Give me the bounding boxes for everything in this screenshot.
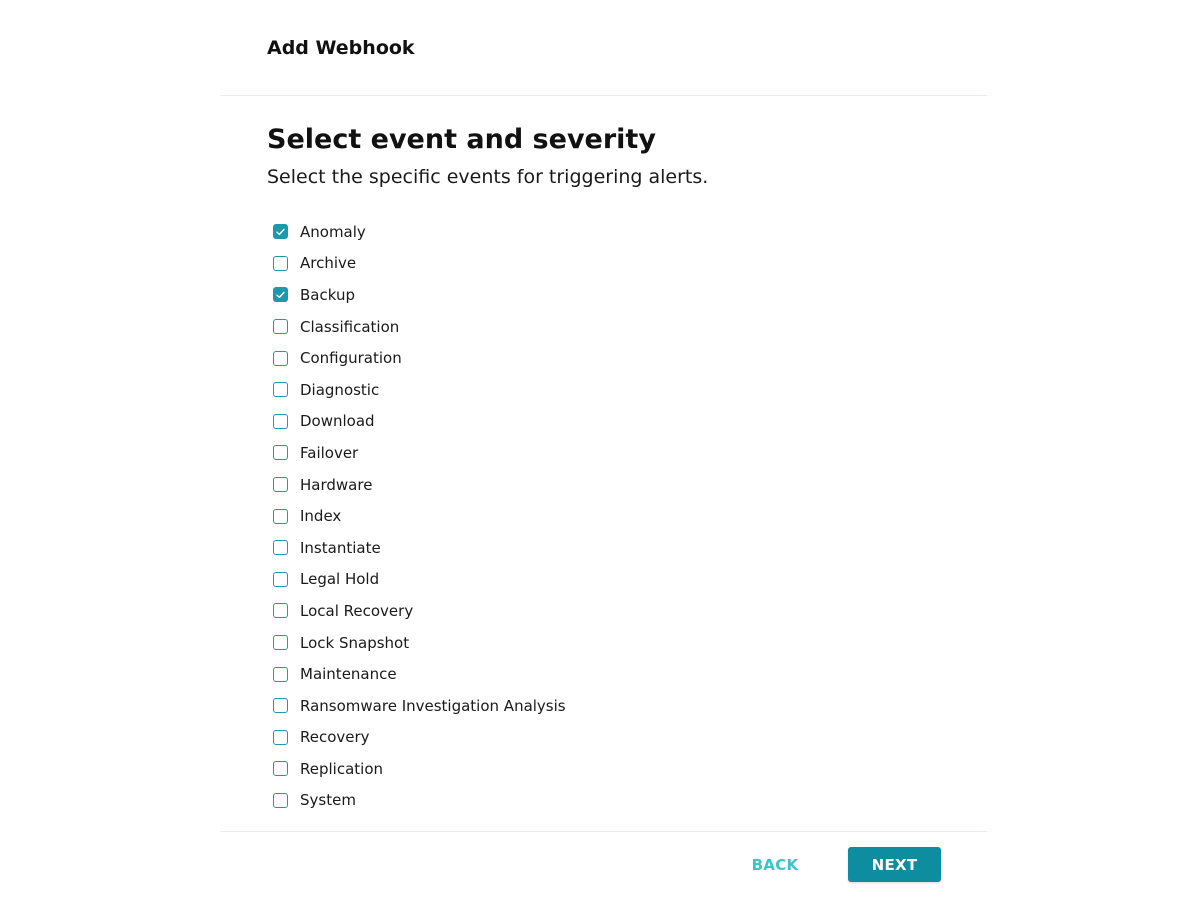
event-option[interactable] (267, 564, 767, 596)
event-option[interactable] (267, 374, 767, 406)
event-label: Anomaly (300, 222, 366, 241)
event-label: Hardware (300, 475, 373, 494)
event-label: Configuration (300, 349, 402, 368)
event-checkbox-list (267, 216, 767, 816)
event-label: Instantiate (300, 538, 381, 557)
event-option[interactable] (267, 785, 767, 817)
event-label: Maintenance (300, 665, 397, 684)
event-checkbox[interactable] (273, 698, 288, 713)
dialog-title: Add Webhook (267, 37, 415, 59)
event-label: Lock Snapshot (300, 633, 410, 652)
next-button[interactable]: NEXT (848, 847, 941, 882)
event-option[interactable] (267, 311, 767, 343)
event-option[interactable] (267, 279, 767, 311)
event-checkbox[interactable] (273, 256, 288, 271)
event-label: Classification (300, 317, 400, 336)
event-label: Diagnostic (300, 380, 380, 399)
event-option[interactable] (267, 437, 767, 469)
event-option[interactable] (267, 248, 767, 280)
event-option[interactable] (267, 406, 767, 438)
event-option[interactable] (267, 722, 767, 754)
event-checkbox[interactable] (273, 224, 288, 239)
event-label: Recovery (300, 728, 370, 747)
event-label: Archive (300, 254, 357, 273)
event-checkbox[interactable] (273, 761, 288, 776)
event-option[interactable] (267, 658, 767, 690)
event-checkbox[interactable] (273, 414, 288, 429)
checkmark-icon (276, 291, 285, 299)
event-label: Index (300, 507, 342, 526)
dialog-footer (220, 831, 987, 901)
event-option[interactable] (267, 627, 767, 659)
add-webhook-dialog (220, 0, 987, 900)
event-label: Local Recovery (300, 601, 414, 620)
event-checkbox[interactable] (273, 477, 288, 492)
event-label: Backup (300, 285, 355, 304)
event-checkbox[interactable] (273, 540, 288, 555)
event-checkbox[interactable] (273, 445, 288, 460)
event-checkbox[interactable] (273, 572, 288, 587)
event-option[interactable] (267, 532, 767, 564)
dialog-header (220, 0, 987, 96)
event-checkbox[interactable] (273, 793, 288, 808)
event-checkbox[interactable] (273, 667, 288, 682)
event-checkbox[interactable] (273, 319, 288, 334)
event-label: Failover (300, 443, 359, 462)
event-label: System (300, 791, 356, 810)
event-checkbox[interactable] (273, 635, 288, 650)
event-checkbox[interactable] (273, 509, 288, 524)
event-checkbox[interactable] (273, 382, 288, 397)
back-button[interactable]: BACK (735, 848, 815, 882)
event-checkbox[interactable] (273, 603, 288, 618)
event-option[interactable] (267, 690, 767, 722)
event-label: Replication (300, 759, 384, 778)
section-subtitle: Select the specific events for triggering alerts. (267, 166, 709, 188)
event-checkbox[interactable] (273, 287, 288, 302)
event-option[interactable] (267, 753, 767, 785)
event-option[interactable] (267, 595, 767, 627)
event-option[interactable] (267, 216, 767, 248)
event-option[interactable] (267, 500, 767, 532)
event-label: Legal Hold (300, 570, 380, 589)
event-label: Download (300, 412, 375, 431)
event-checkbox[interactable] (273, 351, 288, 366)
checkmark-icon (276, 228, 285, 236)
event-option[interactable] (267, 469, 767, 501)
event-label: Ransomware Investigation Analysis (300, 696, 566, 715)
section-title: Select event and severity (267, 124, 656, 155)
event-checkbox[interactable] (273, 730, 288, 745)
event-option[interactable] (267, 342, 767, 374)
